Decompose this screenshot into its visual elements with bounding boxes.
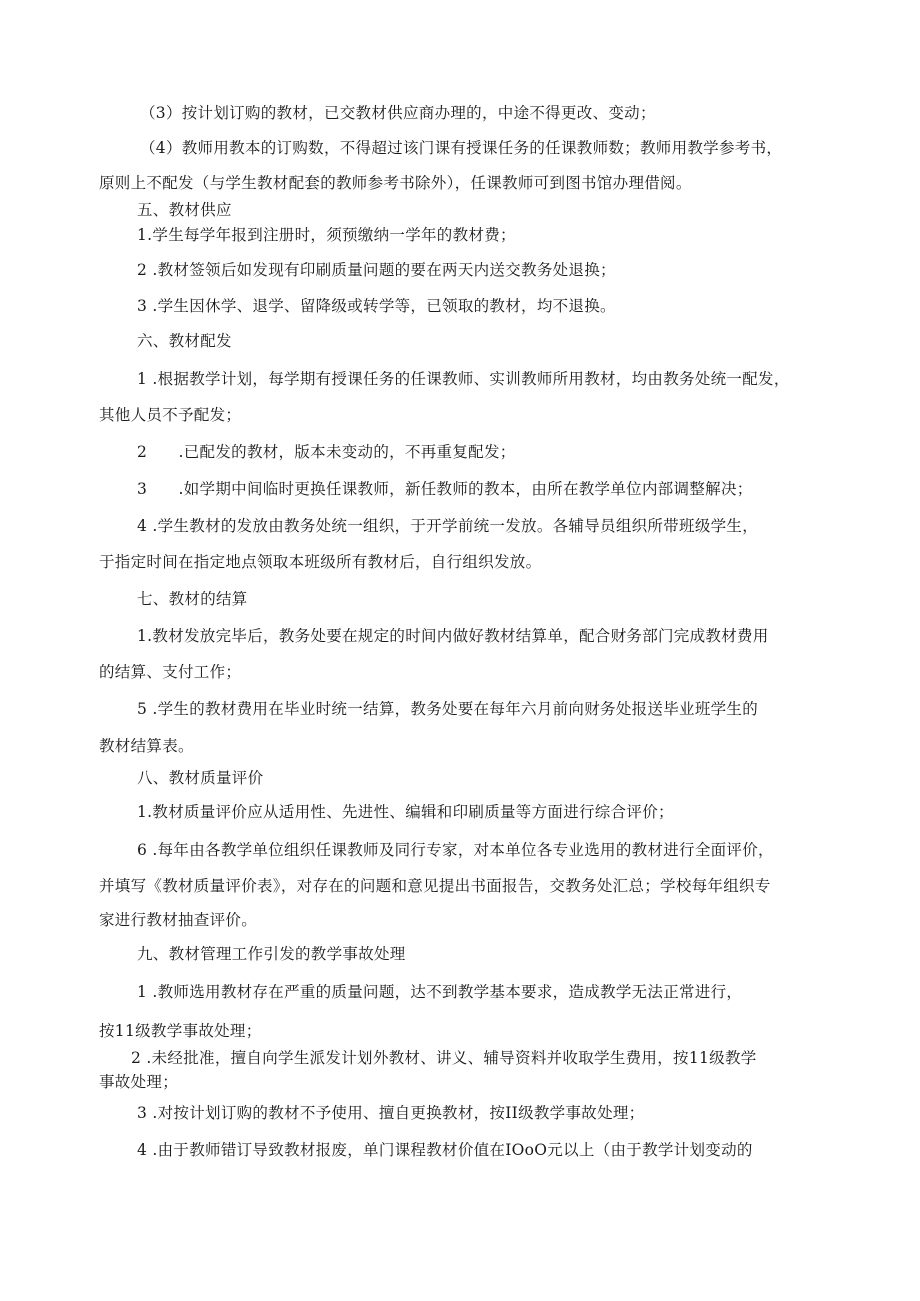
section-heading: 五、教材供应 [137,201,232,219]
paragraph-line: 6 .每年由各教学单位组织任课教师及同行专家，对本单位各专业选用的教材进行全面评价， [137,841,774,859]
paragraph-line: 家进行教材抽查评价。 [99,911,258,929]
paragraph-line: 5 .学生的教材费用在毕业时统一结算，教务处要在每年六月前向财务处报送毕业班学生的 [137,700,759,718]
section-heading: 七、教材的结算 [137,590,248,608]
paragraph-line: （3）按计划订购的教材，已交教材供应商办理的，中途不得更改、变动； [140,104,656,122]
paragraph-line: 3 .对按计划订购的教材不予使用、擅自更换教材，按II级教学事故处理； [137,1104,645,1122]
paragraph-line: 教材结算表。 [99,737,194,755]
paragraph-line: 并填写《教材质量评价表》，对存在的问题和意见提出书面报告，交教务处汇总；学校每年组织专 [99,877,771,895]
paragraph-line: 原则上不配发（与学生教材配套的教师参考书除外），任课教师可到图书馆办理借阅。 [99,174,692,192]
paragraph-line: 其他人员不予配发； [99,406,242,424]
section-heading: 六、教材配发 [137,332,232,350]
section-heading: 九、教材管理工作引发的教学事故处理 [137,945,406,963]
section-heading: 八、教材质量评价 [137,769,264,787]
paragraph-line: 2 .未经批准，擅自向学生派发计划外教材、讲义、辅导资料并收取学生费用，按11级教学 [131,1049,757,1067]
paragraph-line: 1.教材发放完毕后，教务处要在规定的时间内做好教材结算单，配合财务部门完成教材费用 [137,627,769,645]
paragraph-line: 事故处理； [99,1073,179,1091]
paragraph-line: 2 .已配发的教材，版本未变动的，不再重复配发； [137,443,516,461]
paragraph-line: 按11级教学事故处理； [99,1022,262,1040]
paragraph-line: 1 .教师选用教材存在严重的质量问题，达不到教学基本要求，造成教学无法正常进行， [137,983,743,1001]
paragraph-line: 1.教材质量评价应从适用性、先进性、编辑和印刷质量等方面进行综合评价； [137,803,674,821]
paragraph-line: 于指定时间在指定地点领取本班级所有教材后，自行组织发放。 [99,553,542,571]
paragraph-line: 1.学生每学年报到注册时，须预缴纳一学年的教材费； [137,226,516,244]
paragraph-line: 4 .学生教材的发放由教务处统一组织，于开学前统一发放。各辅导员组织所带班级学生， [137,517,759,535]
paragraph-line: 2 .教材签领后如发现有印刷质量问题的要在两天内送交教务处退换； [137,261,616,279]
paragraph-line: 1 .根据教学计划，每学期有授课任务的任课教师、实训教师所用教材，均由教务处统一配发， [137,370,790,388]
paragraph-line: （4）教师用教本的订购数，不得超过该门课有授课任务的任课教师数；教师用教学参考书， [140,139,783,157]
paragraph-line: 4 .由于教师错订导致教材报废，单门课程教材价值在IOoO元以上（由于教学计划变动的 [137,1141,753,1159]
paragraph-line: 3 .学生因休学、退学、留降级或转学等，已领取的教材，均不退换。 [137,297,616,315]
paragraph-line: 3 .如学期中间临时更换任课教师，新任教师的教本，由所在教学单位内部调整解决； [137,480,753,498]
paragraph-line: 的结算、支付工作； [99,663,242,681]
